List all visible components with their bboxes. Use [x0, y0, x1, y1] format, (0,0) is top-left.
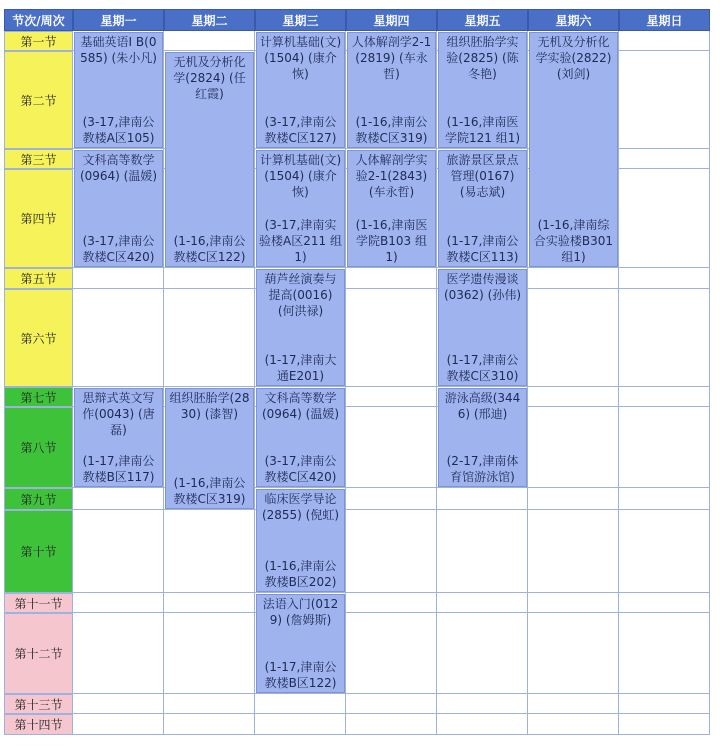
course-title: 无机及分析化学实验(2822) (刘剑) [535, 35, 612, 81]
course-title: 葫芦丝演奏与提高(0016) (何洪禄) [264, 272, 337, 318]
empty-cell [619, 407, 710, 488]
period-label: 第十一节 [4, 593, 73, 613]
empty-cell [528, 387, 619, 407]
empty-cell [73, 488, 164, 510]
course-title: 人体解剖学实验2-1(2843) (车永哲) [355, 153, 428, 199]
empty-cell [73, 268, 164, 289]
course-title: 无机及分析化学(2824) (任红霞) [173, 55, 246, 101]
course-location: (1-17,津南公教楼B区117) [82, 454, 155, 484]
empty-cell [619, 289, 710, 387]
empty-cell [346, 593, 437, 613]
course-title: 医学遗传漫谈(0362) (孙伟) [443, 272, 522, 302]
empty-cell [255, 694, 346, 714]
course-title: 临床医学导论(2855) (倪虹) [261, 492, 340, 522]
empty-cell [346, 289, 437, 387]
empty-cell [619, 593, 710, 613]
course-block[interactable] [438, 388, 527, 487]
empty-cell [346, 694, 437, 714]
day-header: 星期五 [437, 9, 528, 31]
empty-cell [528, 694, 619, 714]
empty-cell [346, 488, 437, 510]
empty-cell [619, 387, 710, 407]
empty-cell [619, 169, 710, 268]
empty-cell [528, 613, 619, 694]
empty-cell [619, 613, 710, 694]
empty-cell [164, 31, 255, 51]
empty-cell [619, 31, 710, 51]
course-location: (1-17,津南大通E201) [264, 353, 337, 383]
course-location: (3-17,津南公教楼C区420) [264, 454, 337, 484]
empty-cell [164, 289, 255, 387]
empty-cell [255, 714, 346, 735]
empty-cell [619, 488, 710, 510]
course-block[interactable] [438, 150, 527, 267]
empty-cell [346, 613, 437, 694]
course-block[interactable] [165, 52, 254, 267]
day-header: 星期六 [528, 9, 619, 31]
day-header: 星期日 [619, 9, 710, 31]
period-label: 第八节 [4, 407, 73, 488]
empty-cell [437, 714, 528, 735]
empty-cell [437, 488, 528, 510]
course-block[interactable] [256, 594, 345, 693]
course-title: 基础英语I B(0585) (朱小凡) [80, 35, 157, 65]
course-title: 人体解剖学2-1(2819) (车永哲) [351, 35, 432, 81]
course-title: 旅游景区景点管理(0167) (易志斌) [446, 153, 519, 199]
empty-cell [528, 510, 619, 593]
empty-cell [619, 51, 710, 149]
empty-cell [73, 694, 164, 714]
empty-cell [73, 714, 164, 735]
day-header: 星期一 [73, 9, 164, 31]
day-header: 星期四 [346, 9, 437, 31]
day-header: 星期二 [164, 9, 255, 31]
course-location: (1-16,津南综合实验楼B301 组1) [533, 218, 614, 264]
empty-cell [164, 694, 255, 714]
empty-cell [437, 593, 528, 613]
course-block[interactable] [438, 269, 527, 386]
empty-cell [437, 613, 528, 694]
empty-cell [346, 407, 437, 488]
course-block[interactable] [74, 150, 163, 267]
course-block[interactable] [256, 150, 345, 267]
course-location: (3-17,津南公教楼A区105) [82, 115, 155, 145]
course-location: (1-17,津南公教楼C区310) [446, 353, 519, 383]
day-header: 星期三 [255, 9, 346, 31]
period-label: 第十节 [4, 510, 73, 593]
course-location: (2-17,津南体育馆游泳馆) [446, 454, 519, 484]
period-label: 第十三节 [4, 694, 73, 714]
empty-cell [528, 593, 619, 613]
empty-cell [73, 593, 164, 613]
empty-cell [73, 613, 164, 694]
empty-cell [164, 510, 255, 593]
header-corner: 节次/周次 [4, 9, 73, 31]
empty-cell [528, 268, 619, 289]
course-location: (1-16,津南公教楼C区319) [173, 476, 246, 506]
course-block[interactable] [74, 388, 163, 487]
empty-cell [528, 289, 619, 387]
course-title: 文科高等数学(0964) (温媛) [79, 153, 158, 183]
course-title: 游泳高级(3446) (邢迪) [444, 391, 521, 421]
period-label: 第一节 [4, 31, 73, 51]
period-label: 第十四节 [4, 714, 73, 735]
period-label: 第六节 [4, 289, 73, 387]
empty-cell [619, 510, 710, 593]
period-label: 第三节 [4, 149, 73, 169]
course-block[interactable] [165, 388, 254, 509]
empty-cell [346, 268, 437, 289]
course-location: (1-16,津南公教楼B区202) [264, 559, 337, 589]
course-location: (1-16,津南公教楼C区122) [173, 234, 246, 264]
empty-cell [619, 714, 710, 735]
course-location: (1-16,津南医学院B103 组1) [355, 218, 428, 264]
course-block[interactable] [347, 32, 436, 148]
course-block[interactable] [74, 32, 163, 148]
course-title: 计算机基础(文) (1504) (康介恢) [259, 35, 342, 81]
course-location: (3-17,津南实验楼A区211 组1) [259, 218, 342, 264]
empty-cell [73, 510, 164, 593]
empty-cell [437, 510, 528, 593]
empty-cell [164, 613, 255, 694]
course-title: 组织胚胎学(2830) (漆智) [169, 391, 250, 421]
empty-cell [528, 407, 619, 488]
empty-cell [346, 510, 437, 593]
empty-cell [346, 387, 437, 407]
course-block[interactable] [256, 269, 345, 386]
empty-cell [164, 714, 255, 735]
empty-cell [619, 149, 710, 169]
course-block[interactable] [256, 32, 345, 148]
course-block[interactable] [256, 388, 345, 487]
empty-cell [164, 593, 255, 613]
period-label: 第十二节 [4, 613, 73, 694]
course-location: (1-17,津南公教楼B区122) [264, 660, 337, 690]
empty-cell [619, 268, 710, 289]
empty-cell [164, 268, 255, 289]
course-location: (1-16,津南医学院121 组1) [444, 115, 521, 145]
empty-cell [73, 289, 164, 387]
course-location: (3-17,津南公教楼C区127) [264, 115, 337, 145]
course-location: (1-17,津南公教楼C区113) [446, 234, 519, 264]
course-location: (1-16,津南公教楼C区319) [355, 115, 428, 145]
course-block[interactable] [256, 489, 345, 592]
course-location: (3-17,津南公教楼C区420) [82, 234, 155, 264]
course-block[interactable] [438, 32, 527, 148]
course-title: 计算机基础(文) (1504) (康介恢) [259, 153, 342, 199]
course-title: 思辩式英文写作(0043) (唐磊) [82, 391, 155, 437]
empty-cell [528, 714, 619, 735]
empty-cell [619, 694, 710, 714]
period-label: 第九节 [4, 488, 73, 510]
course-title: 法语入门(0129) (詹姆斯) [262, 597, 339, 627]
course-title: 文科高等数学(0964) (温媛) [261, 391, 340, 421]
course-block[interactable] [347, 150, 436, 267]
period-label: 第七节 [4, 387, 73, 407]
course-title: 组织胚胎学实验(2825) (陈冬艳) [446, 35, 519, 81]
empty-cell [437, 694, 528, 714]
empty-cell [346, 714, 437, 735]
course-block[interactable] [529, 32, 618, 267]
period-label: 第二节 [4, 51, 73, 149]
period-label: 第四节 [4, 169, 73, 268]
empty-cell [528, 488, 619, 510]
period-label: 第五节 [4, 268, 73, 289]
